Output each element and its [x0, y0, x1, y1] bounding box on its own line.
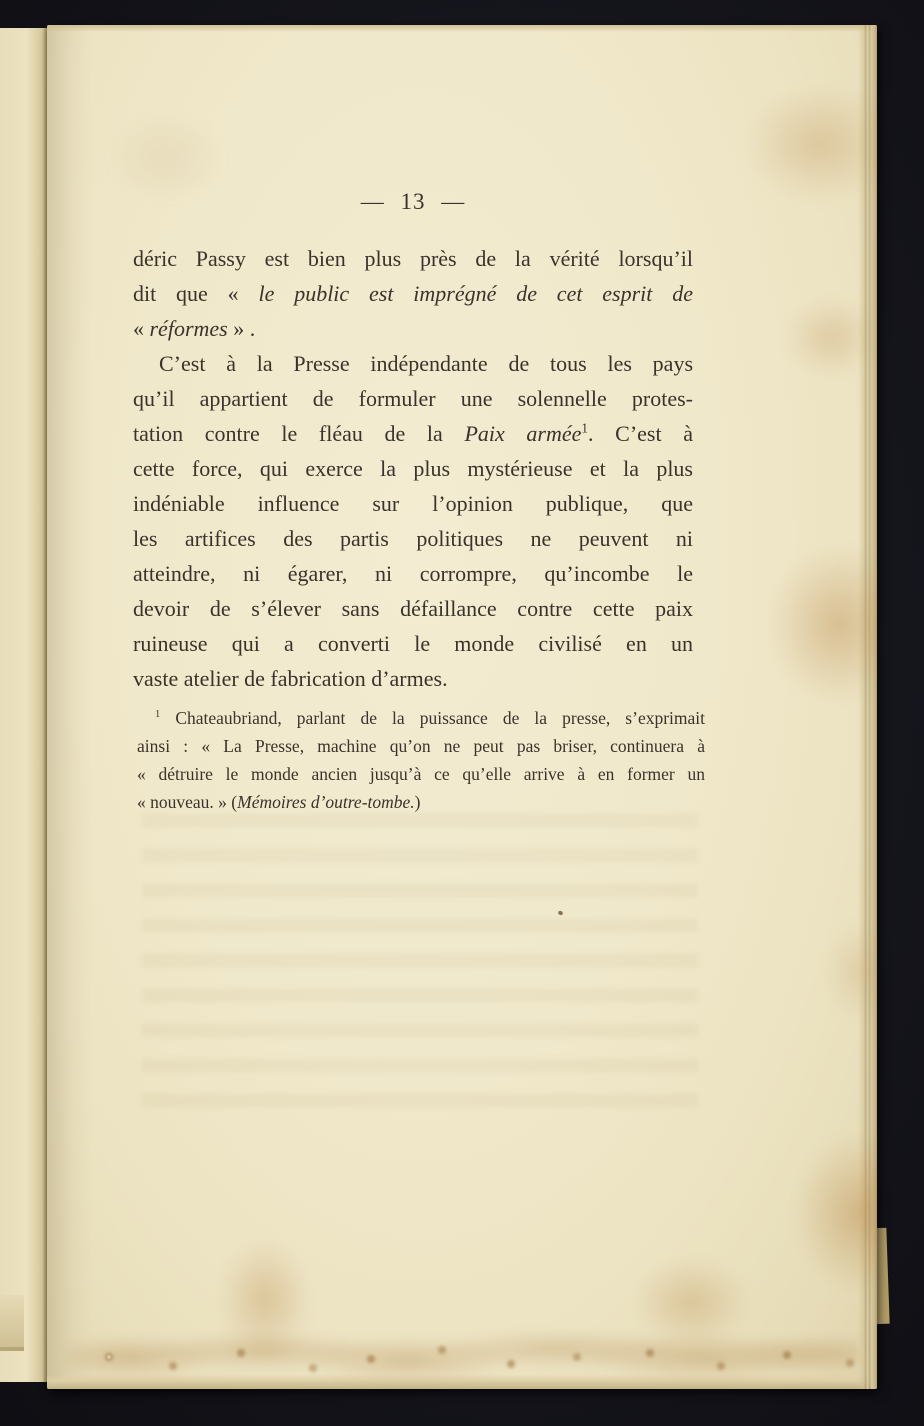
text-segment: cette force, qui exerce la plus mystérieuse et la plus: [133, 456, 693, 481]
stacked-page-tab-bottom-left: [0, 1295, 24, 1347]
foxing-stain: [769, 545, 877, 703]
text-line: [137, 760, 705, 788]
text-segment: C’est à la Presse indépendante de tous les pays: [159, 351, 693, 376]
foxing-speckles: [107, 1355, 111, 1359]
body-text: [133, 241, 693, 696]
text-line: [133, 486, 693, 521]
text-segment: réformes: [149, 316, 228, 341]
text-line: [137, 732, 705, 760]
footnote: [137, 704, 705, 816]
text-segment: devoir de s’élever sans défaillance contre cette paix: [133, 596, 693, 621]
text-line: [133, 346, 693, 381]
show-through-text: [142, 813, 698, 1128]
text-line: [133, 591, 693, 626]
text-segment: ruineuse qui a converti le monde civilisé en un: [133, 631, 693, 656]
foxing-stain: [795, 1133, 877, 1293]
text-line: [133, 416, 693, 451]
text-line: [133, 241, 693, 276]
text-segment: vaste atelier de fabrication d’armes.: [133, 666, 448, 691]
text-segment: le public est imprégné de cet esprit de: [258, 281, 693, 306]
text-segment: indéniable influence sur l’opinion publique, que: [133, 491, 693, 516]
page-top-edge: [47, 25, 877, 32]
text-line: [133, 521, 693, 556]
text-line: [133, 556, 693, 591]
page-number: — 13 —: [360, 189, 466, 214]
underlying-page-edge: [0, 28, 48, 1382]
text-segment: «: [133, 316, 150, 341]
foxing-stain: [785, 297, 877, 377]
text-segment: les artifices des partis politiques ne peuvent ni: [133, 526, 693, 551]
text-line: [137, 704, 705, 732]
text-segment: Paix armée: [464, 421, 582, 446]
text-segment: ): [414, 792, 421, 812]
gutter-shadow: [47, 25, 93, 1389]
text-segment: dit que «: [133, 281, 259, 306]
text-segment: qu’il appartient de formuler une solennelle protes-: [133, 386, 693, 411]
text-line: [137, 788, 705, 816]
text-segment: ainsi : « La Presse, machine qu’on ne peut pas briser, continuera à: [137, 736, 705, 756]
paragraph: [133, 241, 693, 346]
text-segment: déric Passy est bien plus près de la vérité lorsqu’il: [133, 246, 693, 271]
foxing-band-bottom: [67, 1325, 859, 1383]
text-segment: « nouveau. » (: [137, 792, 238, 812]
book-page: [47, 25, 877, 1389]
text-segment: » .: [227, 316, 256, 341]
text-segment: . C’est à: [588, 421, 693, 446]
paragraph: [133, 346, 693, 696]
text-line: [133, 626, 693, 661]
foxing-stain: [825, 923, 877, 1019]
text-segment: tation contre le fléau de la: [133, 421, 465, 446]
text-segment: Mémoires d’outre-tombe.: [237, 792, 415, 812]
foxing-stain: [745, 85, 877, 203]
text-segment: atteindre, ni égarer, ni corrompre, qu’incombe le: [133, 561, 693, 586]
text-segment: 1: [581, 420, 588, 436]
text-line: [133, 276, 693, 311]
text-line: [133, 451, 693, 486]
text-line: [133, 381, 693, 416]
text-line: [133, 311, 693, 346]
text-line: [133, 661, 693, 696]
text-segment: « détruire le monde ancien jusqu’à ce qu’elle arrive à en former un: [137, 764, 705, 784]
text-segment: 1: [155, 709, 161, 721]
text-segment: Chateaubriand, parlant de la puissance de la presse, s’exprimait: [160, 708, 705, 728]
